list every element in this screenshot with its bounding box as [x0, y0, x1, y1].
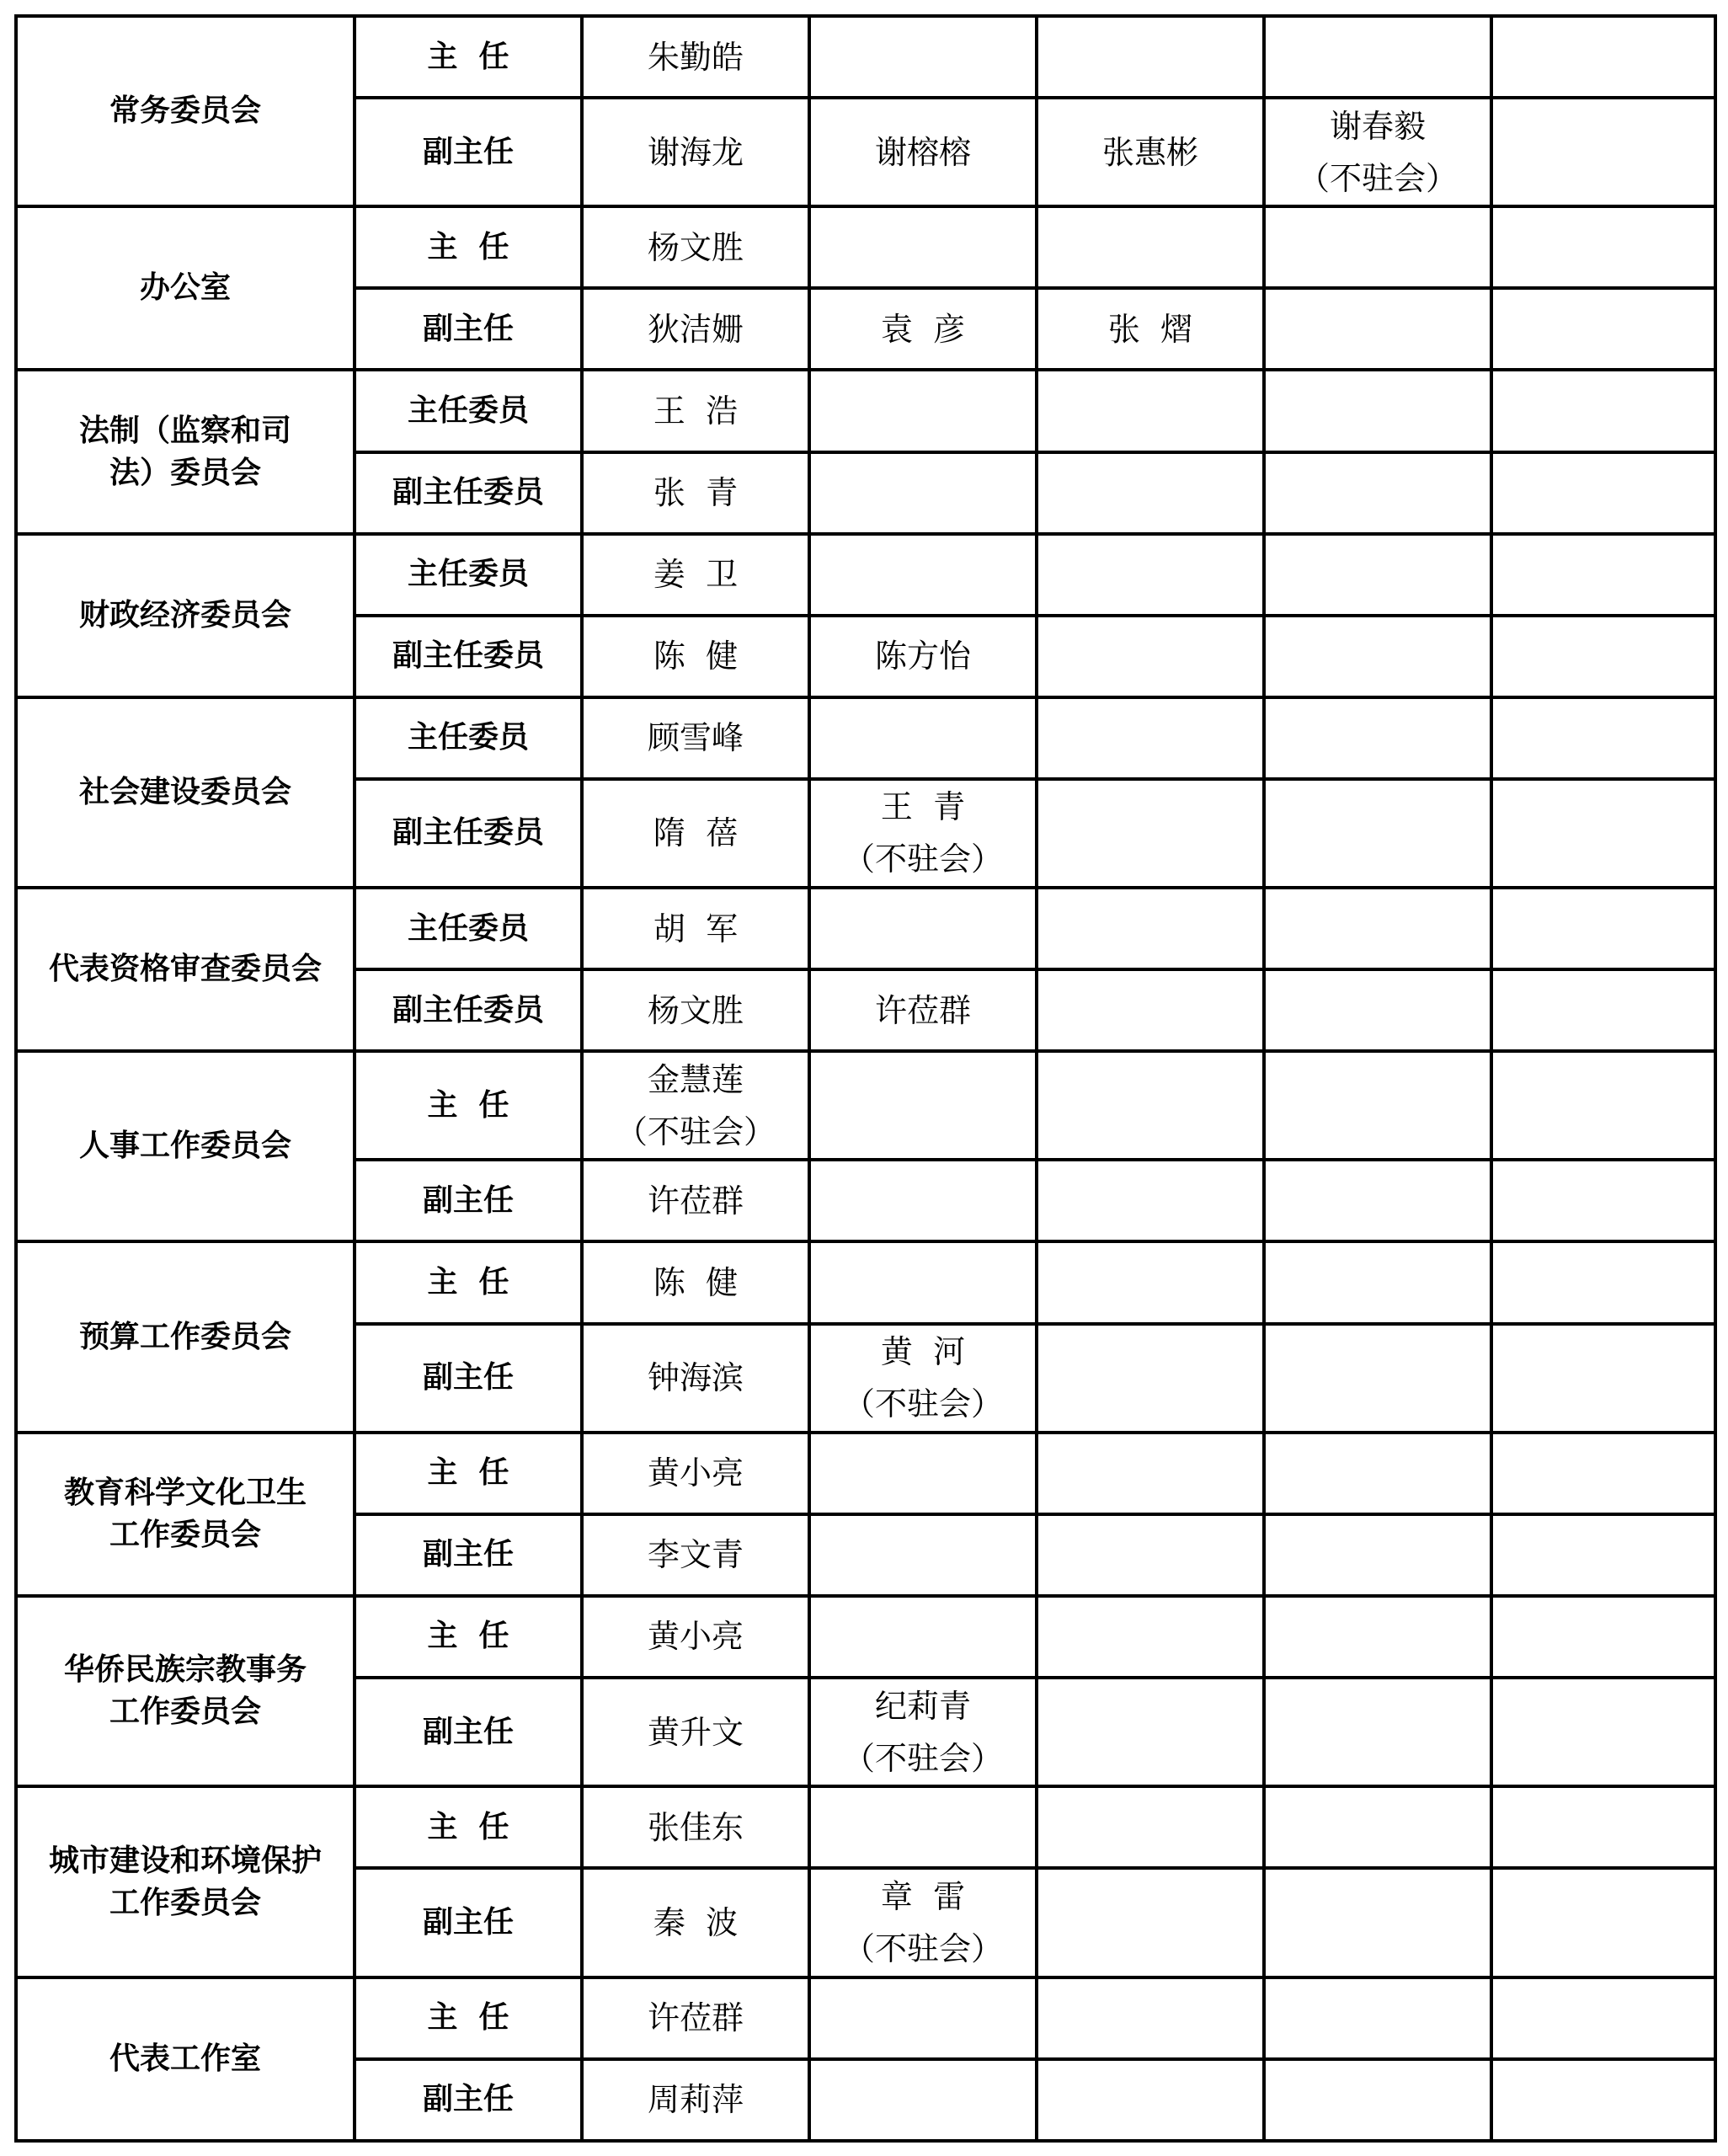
name-cell	[809, 1324, 1037, 1433]
name-cell	[1491, 16, 1715, 98]
committee-roster-table	[14, 14, 1717, 2143]
name-cell	[809, 1868, 1037, 1977]
name-cell	[1491, 1051, 1715, 1160]
name-cell	[809, 2059, 1037, 2141]
role-label: 副主任	[422, 134, 514, 169]
name-cell	[582, 2059, 809, 2141]
role-label: 主 任	[427, 229, 509, 264]
name-cell	[1264, 1868, 1491, 1977]
name-cell	[1037, 1051, 1264, 1160]
name-cell	[582, 288, 809, 370]
name-cell	[1264, 16, 1491, 98]
role-label: 主 任	[427, 1455, 509, 1491]
status-note: （不驻会）	[842, 1739, 1003, 1777]
name-cell	[809, 1433, 1037, 1514]
name-cell	[1491, 1678, 1715, 1786]
person-name: 张佳东	[647, 1808, 744, 1846]
name-cell	[582, 370, 809, 451]
name-cell	[1491, 1433, 1715, 1514]
name-cell	[582, 1514, 809, 1596]
name-cell	[1264, 616, 1491, 697]
person-name: 姜 卫	[653, 556, 739, 594]
name-cell	[1037, 1678, 1264, 1786]
table-row	[16, 534, 1715, 616]
name-cell	[1037, 616, 1264, 697]
name-cell	[582, 1324, 809, 1433]
name-cell	[1037, 452, 1264, 534]
name-cell	[1037, 1241, 1264, 1323]
name-cell	[1264, 288, 1491, 370]
person-name: 陈方怡	[874, 638, 971, 675]
text-line: 法）委员会	[109, 455, 261, 490]
person-name: 许莅群	[874, 991, 971, 1029]
role-label: 副主任	[422, 2082, 514, 2117]
role-cell	[355, 1433, 582, 1514]
role-cell	[355, 1786, 582, 1868]
table-row	[16, 1786, 1715, 1868]
role-label: 副主任委员	[392, 638, 544, 674]
department-cell	[16, 697, 355, 888]
name-cell	[809, 1160, 1037, 1241]
name-cell	[809, 616, 1037, 697]
name-cell	[1491, 1868, 1715, 1977]
name-cell	[1037, 2059, 1264, 2141]
department-cell	[16, 1051, 355, 1241]
role-label: 主 任	[427, 1264, 509, 1299]
name-cell	[1264, 1977, 1491, 2059]
name-cell	[809, 1596, 1037, 1678]
name-cell	[1491, 288, 1715, 370]
name-cell	[809, 370, 1037, 451]
person-name: 黄升文	[647, 1713, 744, 1751]
department-cell	[16, 888, 355, 1051]
name-cell	[1491, 697, 1715, 779]
name-cell	[1491, 1160, 1715, 1241]
name-cell	[1264, 779, 1491, 888]
name-cell	[1037, 1433, 1264, 1514]
table-row	[16, 16, 1715, 98]
person-name: 顾雪峰	[647, 719, 744, 757]
text-line: 教育科学文化卫生	[63, 1475, 307, 1510]
text-line: 办公室	[139, 270, 231, 306]
role-label: 主 任	[427, 2000, 509, 2036]
role-cell	[355, 206, 582, 288]
name-cell	[809, 98, 1037, 206]
name-cell	[1264, 2059, 1491, 2141]
role-label: 主 任	[427, 1087, 509, 1123]
name-cell	[1491, 2059, 1715, 2141]
name-cell	[1264, 370, 1491, 451]
role-label: 副主任委员	[392, 475, 544, 510]
name-cell	[582, 888, 809, 969]
role-cell	[355, 697, 582, 779]
status-note: （不驻会）	[842, 1385, 1003, 1423]
name-cell	[582, 98, 809, 206]
role-label: 副主任	[422, 311, 514, 346]
person-name: 杨文胜	[647, 228, 744, 266]
name-cell	[1491, 1514, 1715, 1596]
name-cell	[809, 1514, 1037, 1596]
role-cell	[355, 16, 582, 98]
name-cell	[1264, 98, 1491, 206]
name-cell	[582, 969, 809, 1051]
person-name: 陈 健	[653, 638, 739, 675]
text-line: 代表资格审查委员会	[48, 952, 322, 987]
role-label: 主 任	[427, 1619, 509, 1654]
text-line: 城市建设和环境保护	[48, 1843, 322, 1878]
role-cell	[355, 2059, 582, 2141]
role-label: 副主任	[422, 1360, 514, 1396]
name-cell	[1491, 1324, 1715, 1433]
department-cell	[16, 1786, 355, 1977]
role-label: 副主任委员	[392, 992, 544, 1027]
name-cell	[1491, 98, 1715, 206]
text-line: 财政经济委员会	[78, 597, 291, 632]
status-note: （不驻会）	[1297, 159, 1458, 197]
name-cell	[1037, 1977, 1264, 2059]
name-cell	[1037, 1324, 1264, 1433]
name-cell	[1037, 370, 1264, 451]
name-cell	[582, 1868, 809, 1977]
role-cell	[355, 1051, 582, 1160]
name-cell	[809, 969, 1037, 1051]
person-name: 周莉萍	[647, 2081, 744, 2119]
person-name: 王 青	[880, 788, 966, 826]
name-cell	[1037, 1596, 1264, 1678]
role-cell	[355, 534, 582, 616]
text-line: 工作委员会	[109, 1694, 261, 1730]
text-line: 工作委员会	[109, 1517, 261, 1552]
role-cell	[355, 1868, 582, 1977]
person-name: 杨文胜	[647, 991, 744, 1029]
name-cell	[1491, 616, 1715, 697]
department-cell	[16, 1977, 355, 2141]
name-cell	[1264, 1433, 1491, 1514]
text-line: 预算工作委员会	[78, 1319, 291, 1354]
role-label: 主任委员	[407, 720, 529, 755]
name-cell	[582, 1241, 809, 1323]
name-cell	[1264, 206, 1491, 288]
name-cell	[1491, 779, 1715, 888]
name-cell	[1264, 888, 1491, 969]
name-cell	[582, 1596, 809, 1678]
name-cell	[1037, 1868, 1264, 1977]
name-cell	[809, 534, 1037, 616]
name-cell	[582, 1786, 809, 1868]
person-name: 张 熠	[1107, 310, 1193, 348]
name-cell	[809, 1977, 1037, 2059]
name-cell	[1037, 98, 1264, 206]
department-cell	[16, 16, 355, 206]
name-cell	[1264, 1241, 1491, 1323]
role-cell	[355, 370, 582, 451]
name-cell	[809, 288, 1037, 370]
table-row	[16, 697, 1715, 779]
role-label: 主任委员	[407, 910, 529, 946]
name-cell	[809, 206, 1037, 288]
table-row	[16, 206, 1715, 288]
name-cell	[1491, 1786, 1715, 1868]
role-cell	[355, 779, 582, 888]
person-name: 秦 波	[653, 1904, 739, 1942]
role-cell	[355, 1160, 582, 1241]
name-cell	[1264, 1051, 1491, 1160]
name-cell	[1491, 969, 1715, 1051]
text-line: 工作委员会	[109, 1885, 261, 1920]
name-cell	[1264, 697, 1491, 779]
text-line: 常务委员会	[109, 93, 261, 129]
name-cell	[1491, 370, 1715, 451]
department-cell	[16, 1596, 355, 1786]
department-cell	[16, 206, 355, 370]
role-label: 主 任	[427, 1809, 509, 1844]
table-row	[16, 1051, 1715, 1160]
name-cell	[1037, 888, 1264, 969]
person-name: 黄 河	[880, 1333, 966, 1371]
person-name: 谢海龙	[647, 133, 744, 171]
roster-body	[16, 16, 1715, 2141]
name-cell	[1491, 206, 1715, 288]
name-cell	[582, 1051, 809, 1160]
person-name: 隋 蓓	[653, 814, 739, 852]
person-name: 张惠彬	[1101, 133, 1198, 171]
role-label: 副主任	[422, 1905, 514, 1940]
name-cell	[1037, 534, 1264, 616]
person-name: 谢春毅	[1329, 107, 1426, 145]
name-cell	[1264, 1596, 1491, 1678]
role-cell	[355, 1678, 582, 1786]
name-cell	[1264, 1160, 1491, 1241]
person-name: 钟海滨	[647, 1359, 744, 1397]
department-cell	[16, 1241, 355, 1432]
person-name: 许莅群	[647, 1999, 744, 2037]
department-cell	[16, 370, 355, 533]
name-cell	[1037, 697, 1264, 779]
name-cell	[1037, 1160, 1264, 1241]
department-cell	[16, 1433, 355, 1596]
name-cell	[809, 888, 1037, 969]
person-name: 章 雷	[880, 1878, 966, 1916]
person-name: 狄洁姗	[647, 310, 744, 348]
name-cell	[582, 697, 809, 779]
role-cell	[355, 1977, 582, 2059]
name-cell	[809, 452, 1037, 534]
name-cell	[1491, 452, 1715, 534]
role-cell	[355, 1514, 582, 1596]
name-cell	[582, 534, 809, 616]
name-cell	[582, 206, 809, 288]
role-cell	[355, 1596, 582, 1678]
person-name: 胡 军	[653, 910, 739, 947]
name-cell	[809, 1051, 1037, 1160]
text-line: 代表工作室	[109, 2041, 261, 2076]
status-note: （不驻会）	[842, 1930, 1003, 1968]
name-cell	[1037, 16, 1264, 98]
name-cell	[809, 779, 1037, 888]
name-cell	[1264, 1514, 1491, 1596]
name-cell	[1037, 1514, 1264, 1596]
name-cell	[1491, 1596, 1715, 1678]
person-name: 谢榕榕	[874, 133, 971, 171]
name-cell	[1264, 452, 1491, 534]
person-name: 李文青	[647, 1536, 744, 1574]
name-cell	[1037, 206, 1264, 288]
name-cell	[809, 16, 1037, 98]
person-name: 黄小亮	[647, 1618, 744, 1656]
name-cell	[809, 697, 1037, 779]
name-cell	[582, 16, 809, 98]
table-row	[16, 370, 1715, 451]
role-label: 副主任	[422, 1182, 514, 1218]
role-cell	[355, 98, 582, 206]
person-name: 张 青	[653, 474, 739, 512]
role-cell	[355, 452, 582, 534]
name-cell	[582, 1433, 809, 1514]
name-cell	[809, 1241, 1037, 1323]
role-label: 副主任	[422, 1714, 514, 1749]
name-cell	[582, 616, 809, 697]
text-line: 法制（监察和司	[78, 413, 291, 448]
table-row	[16, 1433, 1715, 1514]
name-cell	[1037, 288, 1264, 370]
role-label: 主 任	[427, 39, 509, 74]
table-row	[16, 1596, 1715, 1678]
name-cell	[1264, 534, 1491, 616]
role-cell	[355, 969, 582, 1051]
name-cell	[1491, 1977, 1715, 2059]
role-cell	[355, 616, 582, 697]
status-note: （不驻会）	[615, 1113, 776, 1150]
person-name: 黄小亮	[647, 1454, 744, 1492]
person-name: 王 浩	[653, 392, 739, 430]
name-cell	[1264, 1678, 1491, 1786]
person-name: 纪莉青	[874, 1687, 971, 1725]
name-cell	[582, 452, 809, 534]
person-name: 朱勤皓	[647, 38, 744, 76]
name-cell	[1264, 969, 1491, 1051]
name-cell	[1264, 1324, 1491, 1433]
person-name: 袁 彦	[880, 310, 966, 348]
name-cell	[582, 1160, 809, 1241]
role-cell	[355, 888, 582, 969]
person-name: 金慧莲	[647, 1060, 744, 1098]
role-label: 主任委员	[407, 392, 529, 428]
name-cell	[582, 779, 809, 888]
role-cell	[355, 288, 582, 370]
name-cell	[809, 1678, 1037, 1786]
status-note: （不驻会）	[842, 841, 1003, 878]
text-line: 社会建设委员会	[78, 774, 291, 809]
name-cell	[1264, 1786, 1491, 1868]
name-cell	[809, 1786, 1037, 1868]
name-cell	[1037, 1786, 1264, 1868]
table-row	[16, 1977, 1715, 2059]
name-cell	[582, 1678, 809, 1786]
person-name: 许莅群	[647, 1182, 744, 1219]
text-line: 人事工作委员会	[78, 1129, 291, 1164]
role-label: 主任委员	[407, 557, 529, 592]
role-cell	[355, 1241, 582, 1323]
role-cell	[355, 1324, 582, 1433]
name-cell	[1491, 534, 1715, 616]
name-cell	[1491, 1241, 1715, 1323]
name-cell	[1037, 779, 1264, 888]
department-cell	[16, 534, 355, 697]
table-row	[16, 888, 1715, 969]
table-row	[16, 1241, 1715, 1323]
role-label: 副主任	[422, 1537, 514, 1572]
name-cell	[1037, 969, 1264, 1051]
role-label: 副主任委员	[392, 815, 544, 851]
name-cell	[582, 1977, 809, 2059]
person-name: 陈 健	[653, 1263, 739, 1301]
name-cell	[1491, 888, 1715, 969]
text-line: 华侨民族宗教事务	[63, 1652, 307, 1688]
